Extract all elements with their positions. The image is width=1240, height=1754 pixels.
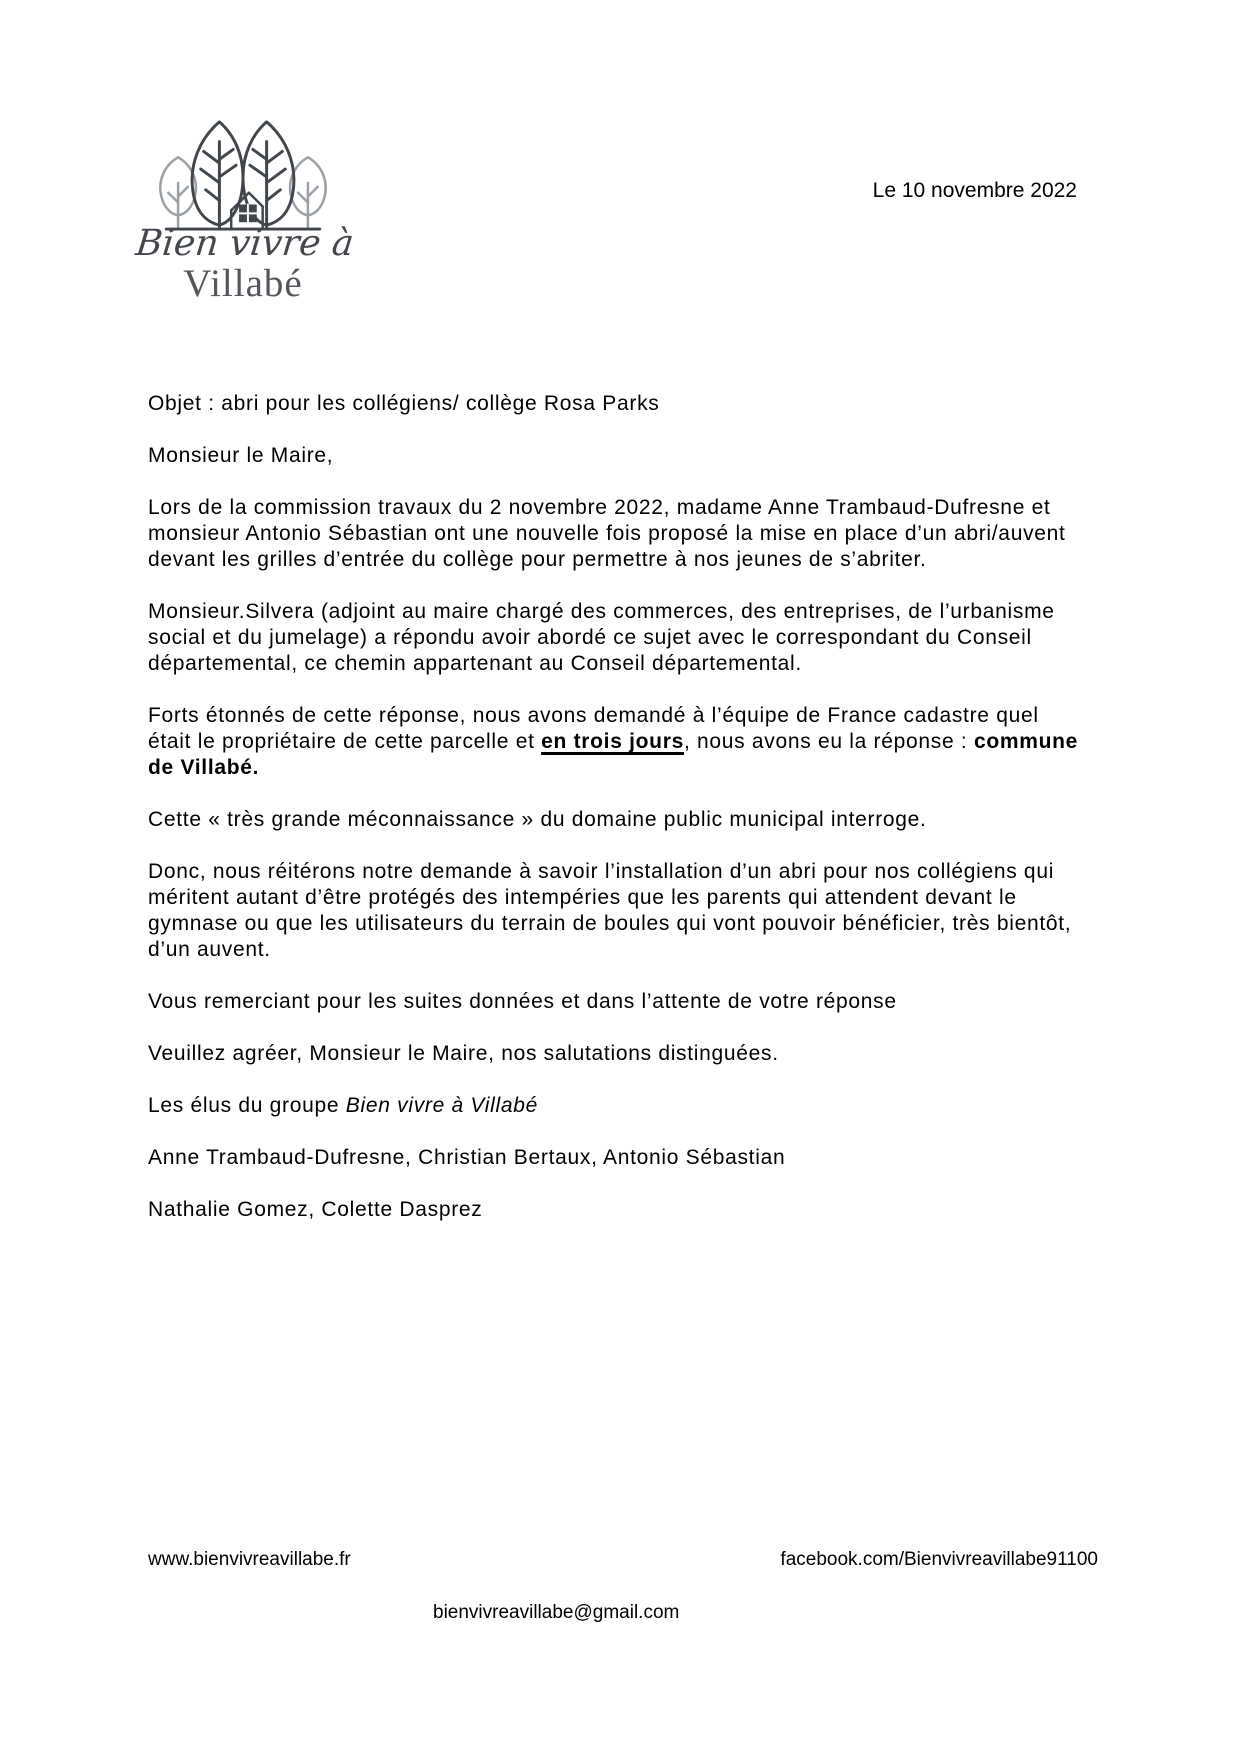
paragraph-cadastre [148,703,1083,781]
signatories-line-2: Nathalie Gomez, Colette Dasprez [148,1198,483,1221]
paragraph-meconnaissance: Cette « très grande méconnaissance » du domaine public municipal interroge. [148,808,927,831]
footer-facebook: facebook.com/Bienvivreavillabe91100 [780,1549,1098,1570]
cadastre-emphasis-bold: commune de Villabé. [148,730,1079,779]
logo-name-text: Villabé [183,262,303,305]
cadastre-text-part2: , nous avons eu la réponse : [683,730,974,753]
letter-date: Le 10 novembre 2022 [872,179,1077,202]
cadastre-emphasis-underlined: en trois jours [541,730,684,753]
signature-group-name: Bien vivre à Villabé [345,1094,538,1117]
signature-group-line [148,1093,1083,1119]
paragraph-salutations: Veuillez agréer, Monsieur le Maire, nos salutations distinguées. [148,1042,779,1065]
signature-group-prefix: Les élus du groupe [148,1094,346,1117]
paragraph-demande: Donc, nous réitérons notre demande à savoir l’installation d’un abri pour nos collégiens qui méritent autant d’être protégés des intempéries que les parents qui attendent devant le gymnase ou que les utilisateurs du terrain de boules qui vont pouvoir bénéficier, très bientôt, d’un auvent. [148,860,1072,961]
footer-website: www.bienvivreavillabe.fr [148,1549,351,1570]
cadastre-text-part1: Forts étonnés de cette réponse, nous avons demandé à l’équipe de France cadastre quel était le propriétaire de cette parcelle et [148,704,1039,753]
footer-email: bienvivreavillabe@gmail.com [433,1602,680,1623]
trees-house-icon [141,116,345,234]
paragraph-commission: Lors de la commission travaux du 2 novembre 2022, madame Anne Trambaud-Dufresne et monsieur Antonio Sébastian ont une nouvelle fois proposé la mise en place d’un abri/auvent devant les grilles d’entrée du collège pour permettre à nos jeunes de s’abriter. [148,496,1066,571]
subject-line: Objet : abri pour les collégiens/ collège Rosa Parks [148,392,660,415]
paragraph-silvera: Monsieur.Silvera (adjoint au maire chargé des commerces, des entreprises, de l’urbanisme social et du jumelage) a répondu avoir abordé ce sujet avec le correspondant du Conseil départemental, ce chemin appartenant au Conseil départemental. [148,600,1055,675]
letter-body [148,391,1083,1249]
association-logo [133,116,356,305]
logo-script-text: Bien vivre à [133,223,356,264]
salutation-line: Monsieur le Maire, [148,444,334,467]
paragraph-remerciement: Vous remerciant pour les suites données et dans l’attente de votre réponse [148,990,897,1013]
signatories-line-1: Anne Trambaud-Dufresne, Christian Bertaux, Antonio Sébastian [148,1146,786,1169]
